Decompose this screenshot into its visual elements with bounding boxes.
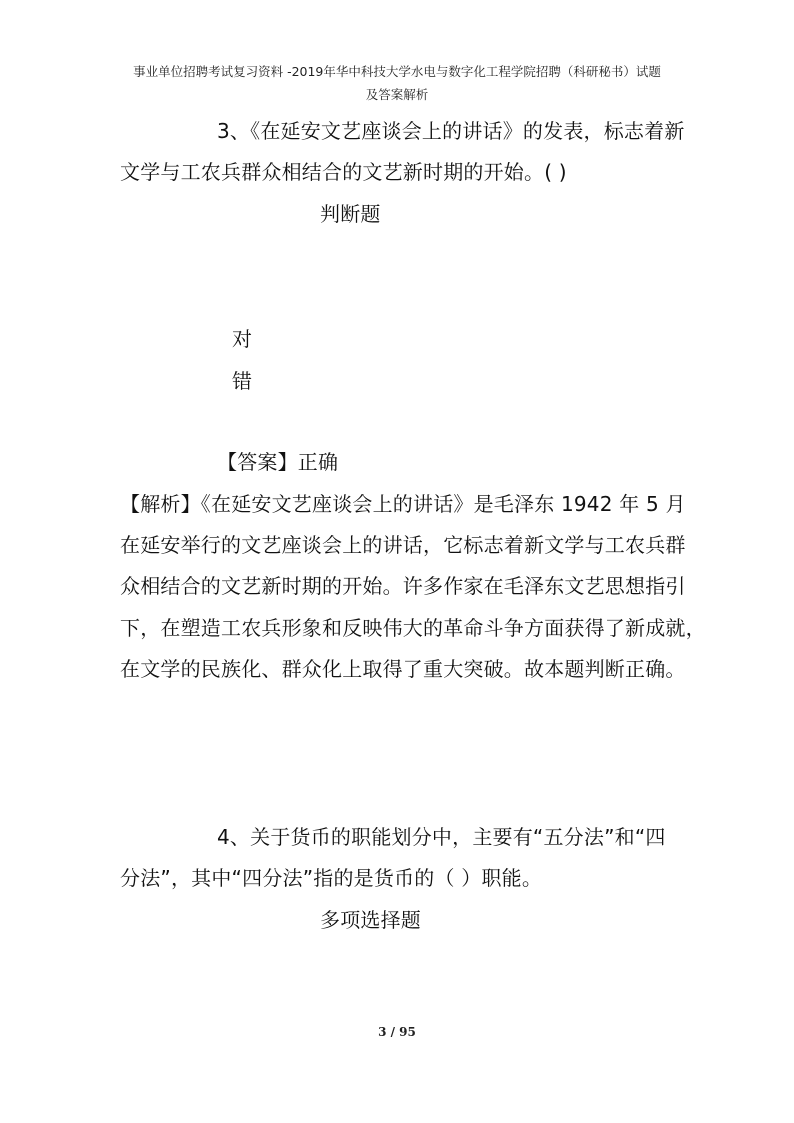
analysis-line-4: 下，在塑造工农兵形象和反映伟大的革命斗争方面获得了新成就，: [120, 616, 706, 640]
header-title: 事业单位招聘考试复习资料 -2019年华中科技大学水电与数字化工程学院招聘（科研秘书）试题: [133, 64, 661, 79]
analysis-line-2: 在延安举行的文艺座谈会上的讲话，它标志着新文学与工农兵群: [120, 533, 686, 557]
analysis-line-5: 在文学的民族化、群众化上取得了重大突破。故本题判断正确。: [120, 657, 686, 681]
question-3-type: 判断题: [320, 202, 381, 226]
answer: 【答案】正确: [217, 450, 339, 474]
analysis-line-3: 众相结合的文艺新时期的开始。许多作家在毛泽东文艺思想指引: [120, 574, 686, 598]
question-4-line-1: 4、关于货币的职能划分中，主要有“五分法”和“四: [217, 825, 666, 849]
header-title-cont: 及答案解析: [365, 87, 429, 102]
question-3-line-2: 文学与工农兵群众相结合的文艺新时期的开始。( ): [120, 160, 567, 184]
question-3-line-1: 3、《在延安文艺座谈会上的讲话》的发表，标志着新: [217, 119, 685, 143]
option-true[interactable]: 对: [232, 327, 253, 351]
page-number: 3 / 95: [378, 1025, 416, 1039]
option-false[interactable]: 错: [232, 369, 253, 393]
question-4-line-2: 分法”，其中“四分法”指的是货币的（ ）职能。: [120, 866, 543, 890]
analysis-line-1: 【解析】《在延安文艺座谈会上的讲话》是毛泽东 1942 年 5 月: [120, 492, 686, 516]
question-4-type: 多项选择题: [320, 908, 421, 932]
